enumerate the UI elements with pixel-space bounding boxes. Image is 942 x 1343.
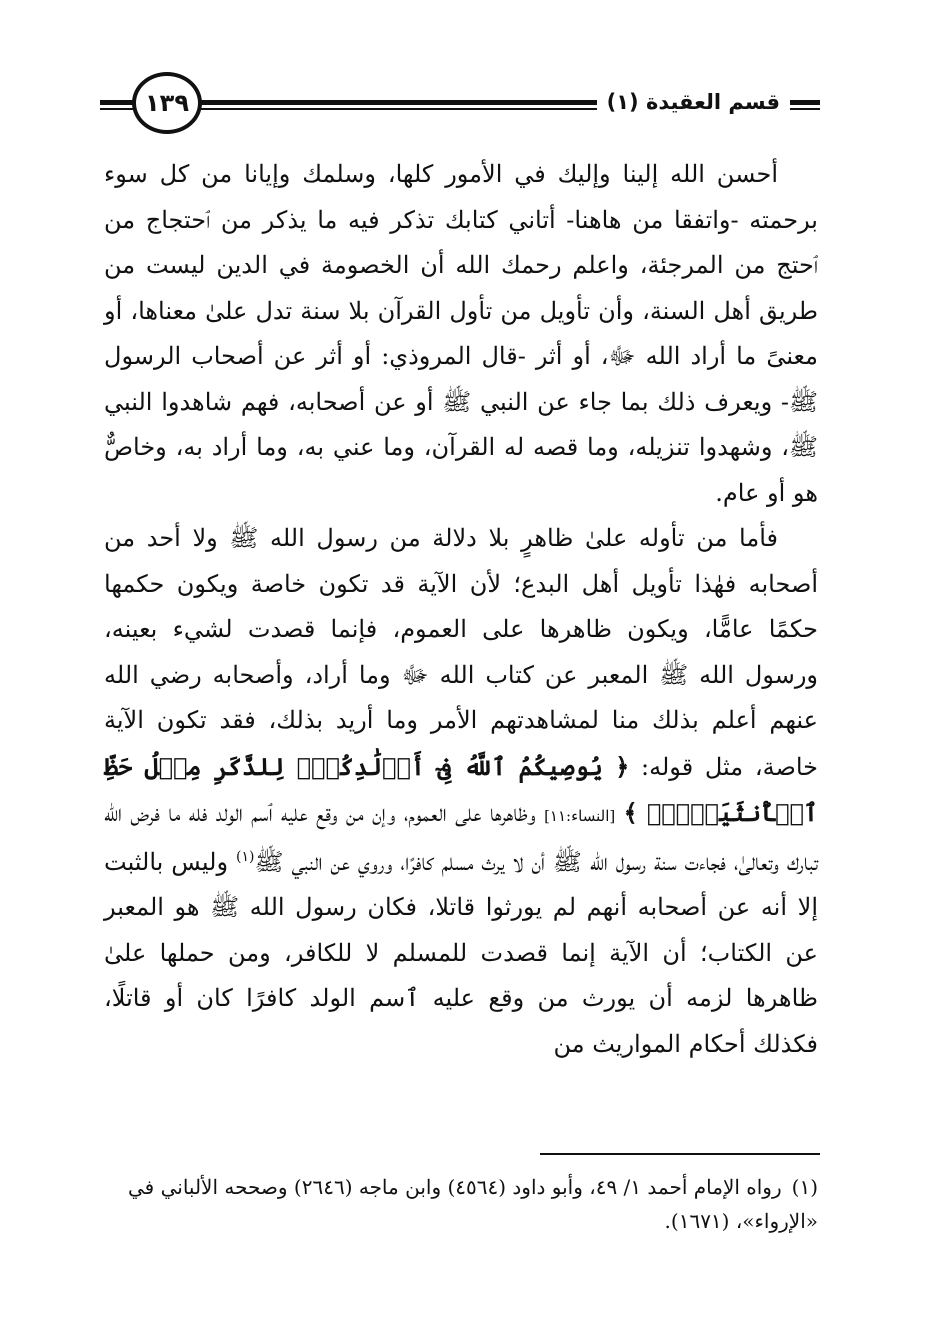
footnote-reference[interactable]: (١)	[236, 848, 255, 865]
running-header	[100, 72, 820, 142]
paragraph-2	[104, 516, 818, 1067]
paragraph-2-middle: وظاهرها على العموم، وإن من وقع عليه ٱسم الولد فله ما فرض الله تبارك وتعالىٰ، فجاءت سنة رسول الله ﷺ أن لا يرث مسلم كافرًا، وروي عن النبي ﷺ	[104, 799, 819, 876]
page-number-badge	[132, 72, 202, 134]
page-number: ١٣٩	[145, 89, 189, 117]
running-title: قسم العقيدة (١)	[597, 89, 790, 115]
main-text	[104, 152, 818, 1067]
paragraph-2-end: وليس بالثبت إلا أنه عن أصحابه أنهم لم يورثوا قاتلا، فكان رسول الله ﷺ هو المعبر عن الكتاب؛ أن الآية إنما قصدت للمسلم لا للكافر، ومن حملها علىٰ ظاهرها لزمه أن يورث من وقع عليه ٱسم الولد كافرًا كان أو قاتلًا، فكذلك أحكام المواريث من	[104, 847, 818, 1058]
quran-verse: ﴿ يُوصِيكُمُ ٱللَّهُ فِىٓ أَوۡلَٰدِكُمۡۖ لِلذَّكَرِ مِثۡلُ حَظِّ ٱلۡأُنثَيَيۡنِۚ ﴾	[104, 751, 818, 827]
footnote-text: رواه الإمام أحمد ١/ ٤٩، وأبو داود (٤٥٦٤) وابن ماجه (٢٦٤٦) وصححه الألباني في «الإرواء»، (١٦٧١).	[128, 1175, 818, 1233]
quran-citation: [النساء:١١]	[544, 807, 616, 825]
paragraph-2-opening: فأما من تأوله علىٰ ظاهرٍ بلا دلالة من رسول الله ﷺ ولا أحد من أصحابه فهٰذا تأويل أهل البدع؛ لأن الآية قد تكون خاصة ويكون حكمها حكمًا عامًّا، ويكون ظاهرها على العموم، فإنما قصدت لشيء بعينه، ورسول الله ﷺ المعبر عن كتاب الله ﷻ وما أراد، وأصحابه رضي الله عنهم أعلم بذلك منا لمشاهدتهم الأمر وما أريد بذلك، فقد تكون الآية خاصة، مثل قوله:	[104, 524, 818, 781]
paragraph-1: أحسن الله إلينا وإليك في الأمور كلها، وسلمك وإيانا من كل سوء برحمته -واتفقا من هاهنا- أتاني كتابك تذكر فيه ما يذكر من ٱحتجاج من ٱحتج من المرجئة، واعلم رحمك الله أن الخصومة في الدين ليست من طريق أهل السنة، وأن تأويل من تأول القرآن بلا سنة تدل علىٰ معناها، أو معنىً ما أراد الله ﷻ، أو أثر -قال المروذي: أو أثر عن أصحاب الرسول ﷺ- ويعرف ذلك بما جاء عن النبي ﷺ أو عن أصحابه، فهم شاهدوا النبي ﷺ، وشهدوا تنزيله، وما قصه له القرآن، وما عني به، وما أراد به، وخاصٌّ هو أو عام.	[104, 160, 818, 507]
footnote	[104, 1170, 818, 1238]
footnote-number: (١)	[791, 1175, 818, 1199]
footnote-separator	[540, 1153, 820, 1155]
